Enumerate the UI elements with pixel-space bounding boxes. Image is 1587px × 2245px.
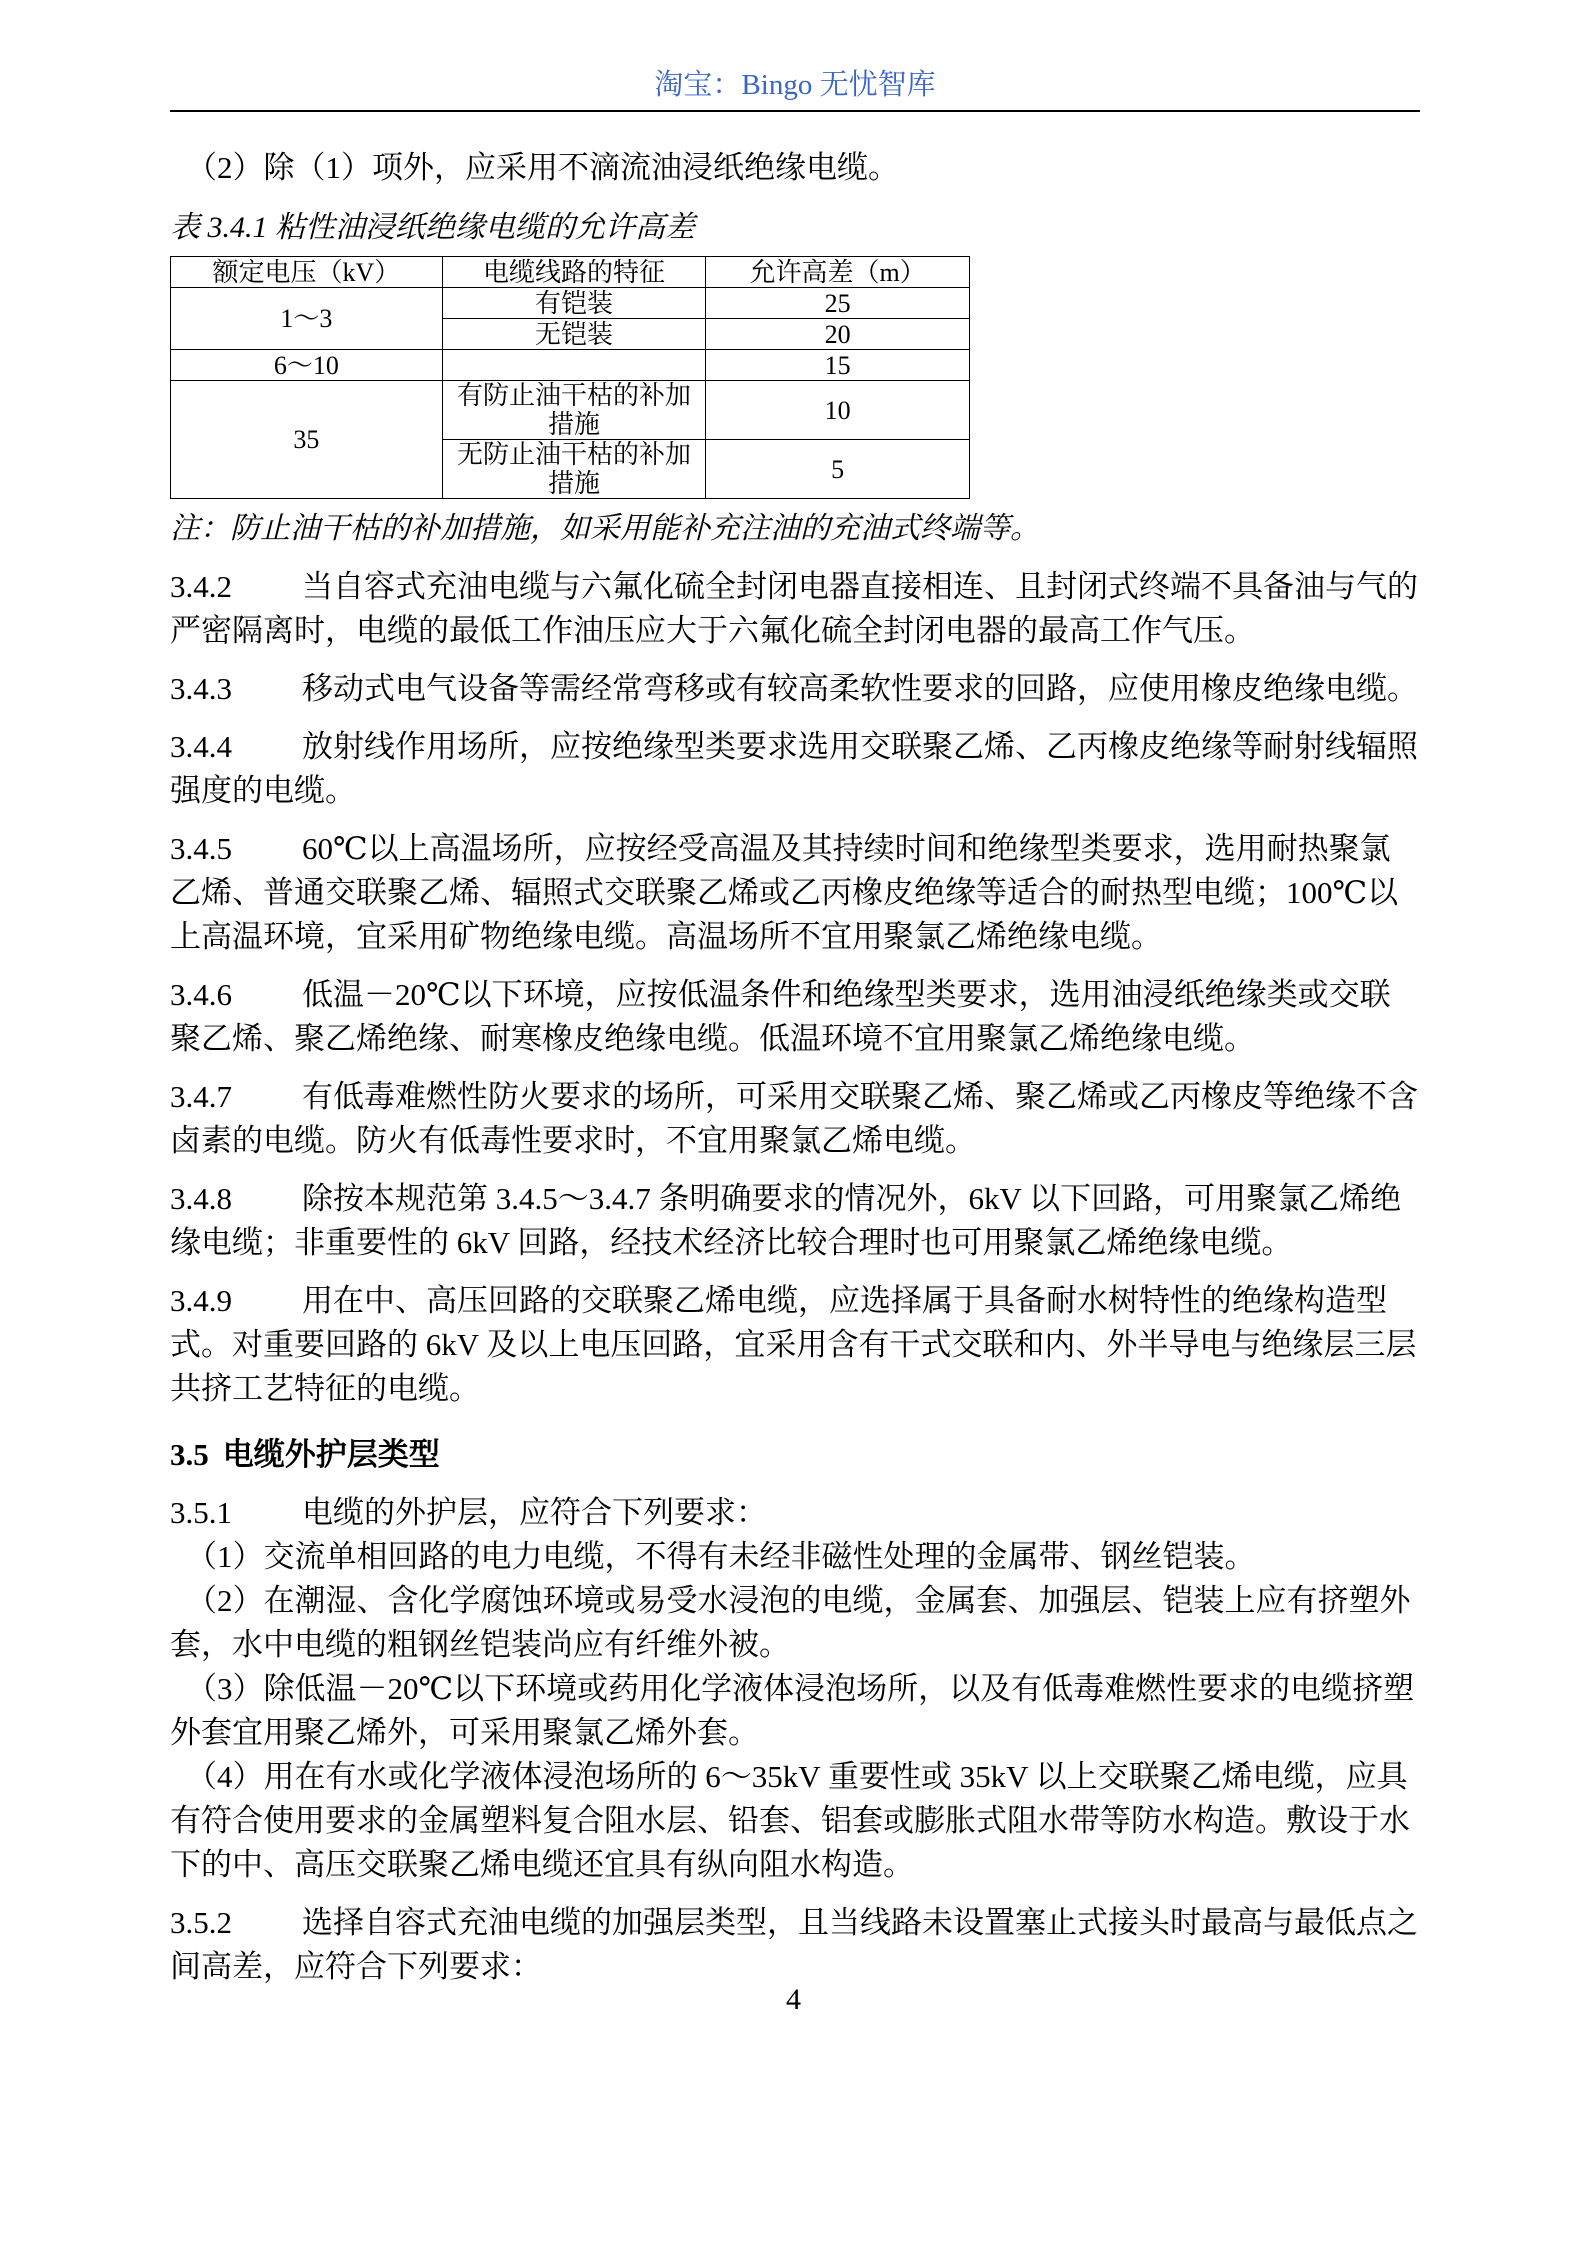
- clause-number: 3.4.4: [170, 729, 232, 764]
- clause-number: 3.4.2: [170, 569, 232, 604]
- section-heading-3-5: [170, 1433, 1420, 1477]
- clause-3-4-3: [170, 667, 1420, 711]
- col-header-allowed-height: 允许高差（m）: [706, 257, 970, 288]
- clause-number: 3.4.5: [170, 831, 232, 866]
- cell-feature-empty: [442, 350, 706, 381]
- clause-3-5-1: [170, 1491, 1420, 1535]
- table-note: 注：防止油干枯的补加措施，如采用能补充注油的充油式终端等。: [170, 512, 1040, 545]
- clause-number: 3.5.1: [170, 1495, 232, 1530]
- clause-3-5-2: [170, 1901, 1420, 1989]
- clause-3-4-2: [170, 565, 1420, 653]
- clause-text: 移动式电气设备等需经常弯移或有较高柔软性要求的回路，应使用橡皮绝缘电缆。: [302, 671, 1418, 706]
- height-allowance-table: [170, 256, 970, 499]
- table-row: [171, 381, 970, 440]
- cell-height: 15: [706, 350, 970, 381]
- cell-voltage-6-10: 6～10: [171, 350, 443, 381]
- cell-height: 20: [706, 319, 970, 350]
- table-header-row: [171, 257, 970, 288]
- clause-number: 3.4.3: [170, 671, 232, 706]
- col-header-rated-voltage: 额定电压（kV）: [171, 257, 443, 288]
- cell-feature: 有铠装: [442, 288, 706, 319]
- clause-text: 电缆的外护层，应符合下列要求：: [302, 1495, 767, 1530]
- clause-text: 用在中、高压回路的交联聚乙烯电缆，应选择属于具备耐水树特性的绝缘构造型式。对重要回路的 6kV 及以上电压回路，宜采用含有干式交联和内、外半导电与绝缘层三层共挤工艺特征的电缆。: [170, 1283, 1417, 1406]
- clause-text: 60℃以上高温场所，应按经受高温及其持续时间和绝缘型类要求，选用耐热聚氯乙烯、普通交联聚乙烯、辐照式交联聚乙烯或乙丙橡皮绝缘等适合的耐热型电缆；100℃以上高温环境，宜采用矿物绝缘电缆。高温场所不宜用聚氯乙烯绝缘电缆。: [170, 831, 1399, 954]
- clause-3-4-6: [170, 973, 1420, 1061]
- col-header-line-feature: 电缆线路的特征: [442, 257, 706, 288]
- clause-number: 3.4.6: [170, 977, 232, 1012]
- clause-text: 放射线作用场所，应按绝缘型类要求选用交联聚乙烯、乙丙橡皮绝缘等耐射线辐照强度的电缆。: [170, 729, 1418, 808]
- cell-feature: 无铠装: [442, 319, 706, 350]
- page-header: [170, 68, 1420, 112]
- clause-3-4-7: [170, 1075, 1420, 1163]
- cell-height: 10: [706, 381, 970, 440]
- list-item-3: （3）除低温－20℃以下环境或药用化学液体浸泡场所，以及有低毒难燃性要求的电缆挤塑外套宜用聚乙烯外，可采用聚氯乙烯外套。: [170, 1671, 1415, 1750]
- table-row: [171, 350, 970, 381]
- section-title: 电缆外护层类型: [222, 1437, 440, 1472]
- clause-3-4-9: [170, 1279, 1420, 1411]
- clause-text: 除按本规范第 3.4.5～3.4.7 条明确要求的情况外，6kV 以下回路，可用聚氯乙烯绝缘电缆；非重要性的 6kV 回路，经技术经济比较合理时也可用聚氯乙烯绝缘电缆。: [170, 1181, 1402, 1260]
- table-caption: 表 3.4.1 粘性油浸纸绝缘电缆的允许高差: [170, 211, 695, 244]
- list-item-4: （4）用在有水或化学液体浸泡场所的 6～35kV 重要性或 35kV 以上交联聚乙烯电缆，应具有符合使用要求的金属塑料复合阻水层、铅套、铝套或膨胀式阻水带等防水构造。敷设于水下的中、高压交联聚乙烯电缆还宜具有纵向阻水构造。: [170, 1759, 1410, 1882]
- cell-height: 5: [706, 440, 970, 499]
- taobao-shop-link[interactable]: 淘宝：Bingo 无忧智库: [654, 69, 936, 101]
- paragraph-intro-item-2: （2）除（1）项外，应采用不滴流油浸纸绝缘电缆。: [186, 150, 899, 185]
- cell-height: 25: [706, 288, 970, 319]
- page-number: 4: [786, 1983, 801, 2016]
- list-item-2: （2）在潮湿、含化学腐蚀环境或易受水浸泡的电缆，金属套、加强层、铠装上应有挤塑外套，水中电缆的粗钢丝铠装尚应有纤维外被。: [170, 1583, 1411, 1662]
- table-row: [171, 288, 970, 319]
- clause-text: 低温－20℃以下环境，应按低温条件和绝缘型类要求，选用油浸纸绝缘类或交联聚乙烯、聚乙烯绝缘、耐寒橡皮绝缘电缆。低温环境不宜用聚氯乙烯绝缘电缆。: [170, 977, 1391, 1056]
- clause-number: 3.4.8: [170, 1181, 232, 1216]
- clause-3-4-5: [170, 827, 1420, 959]
- cell-voltage-35: 35: [171, 381, 443, 499]
- clause-text: 有低毒难燃性防火要求的场所，可采用交联聚乙烯、聚乙烯或乙丙橡皮等绝缘不含卤素的电缆。防火有低毒性要求时，不宜用聚氯乙烯电缆。: [170, 1079, 1418, 1158]
- clause-text: 当自容式充油电缆与六氟化硫全封闭电器直接相连、且封闭式终端不具备油与气的严密隔离时，电缆的最低工作油压应大于六氟化硫全封闭电器的最高工作气压。: [170, 569, 1418, 648]
- section-number: 3.5: [170, 1437, 209, 1472]
- clause-text: 选择自容式充油电缆的加强层类型，且当线路未设置塞止式接头时最高与最低点之间高差，应符合下列要求：: [170, 1905, 1418, 1984]
- clause-number: 3.4.9: [170, 1283, 232, 1318]
- cell-voltage-1-3: 1～3: [171, 288, 443, 350]
- clause-3-4-4: [170, 725, 1420, 813]
- cell-feature: 无防止油干枯的补加措施: [442, 440, 706, 499]
- list-item-1: （1）交流单相回路的电力电缆，不得有未经非磁性处理的金属带、钢丝铠装。: [186, 1539, 1256, 1574]
- clause-number: 3.4.7: [170, 1079, 232, 1114]
- cell-feature: 有防止油干枯的补加措施: [442, 381, 706, 440]
- clause-3-4-8: [170, 1177, 1420, 1265]
- clause-number: 3.5.2: [170, 1905, 232, 1940]
